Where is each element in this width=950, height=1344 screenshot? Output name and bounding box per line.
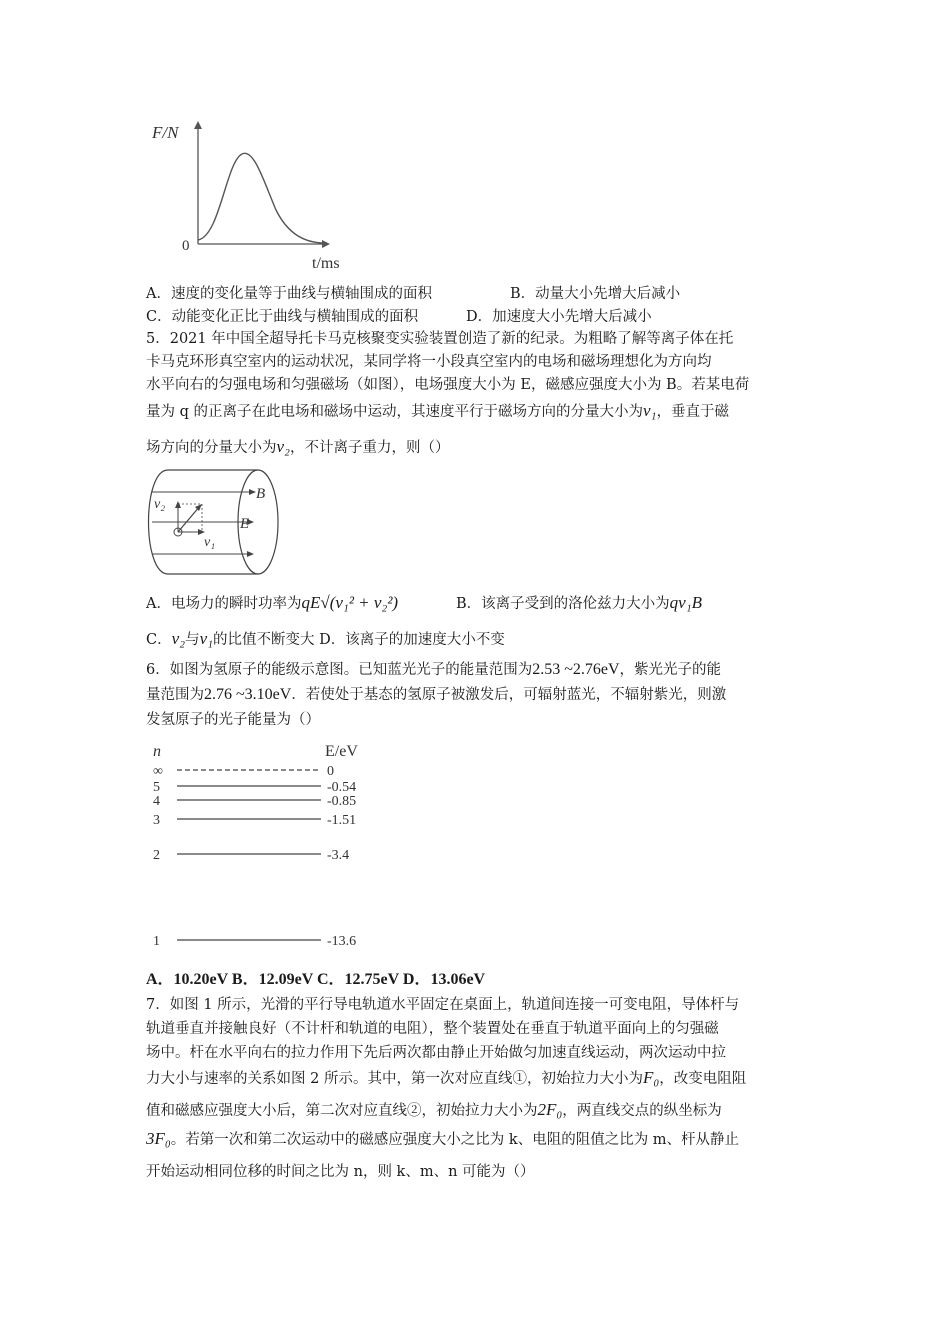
q6-line-1-end: ，紫光光子的能: [619, 662, 722, 678]
q6-line-2-text: 量范围为: [146, 687, 204, 703]
q7-line-4-end: ，改变电阻阻: [659, 1071, 747, 1087]
n-axis-label: n: [153, 743, 161, 760]
f-axis-arrow: [194, 121, 202, 129]
q5-line-2: 卡马克环形真空室内的运动状况，某同学将一小段真空室内的电场和磁场理想化为方向均: [146, 354, 712, 370]
level-energy-label: -0.54: [327, 780, 357, 795]
level-n-label: 2: [153, 848, 160, 863]
q4-option-c: C．动能变化正比于曲线与横轴围成的面积: [146, 309, 419, 325]
b-field-arrow-2: [247, 551, 254, 557]
q6-line-2-end: ．若使处于基态的氢原子被激发后，可辐射蓝光，不辐射紫光，则激: [291, 687, 727, 703]
q5-line-4-end: ，垂直于磁: [656, 404, 729, 420]
q7-line-5-end: ，两直线交点的纵坐标为: [562, 1103, 722, 1119]
level-n-label: 1: [153, 934, 160, 949]
level-n-label: ∞: [153, 764, 163, 779]
q7-line-4-text: 力大小与速率的关系如图 2 所示。其中，第一次对应直线①，初始拉力大小为: [146, 1071, 643, 1087]
b-label: B: [256, 486, 266, 502]
q7-line-4: [146, 1067, 746, 1088]
3f0-symbol: 3F₀: [146, 1129, 171, 1148]
q5-option-b-text: B．该离子受到的洛伦兹力大小为: [456, 596, 670, 612]
energy-axis-label: E/eV: [325, 743, 358, 760]
level-n-label: 5: [153, 780, 160, 795]
q6-line-2: [146, 683, 726, 704]
v1-symbol-c: v₁: [199, 629, 214, 648]
q5-option-a-formula: qE√(v₁² + v₂²): [301, 593, 399, 612]
level-energy-label: -3.4: [327, 848, 350, 863]
q7-line-5-text: 值和磁感应强度大小后，第二次对应直线②，初始拉力大小为: [146, 1103, 538, 1119]
level-energy-label: 0: [327, 764, 334, 779]
force-time-graph: [140, 112, 370, 272]
q7-line-6-text: 。若第一次和第二次运动中的磁感应强度大小之比为 k、电阻的阻值之比为 m、杆从静止: [170, 1132, 740, 1148]
e-label: E: [240, 516, 250, 532]
q7-line-1: 7．如图 1 所示，光滑的平行导电轨道水平固定在桌面上，轨道间连接一可变电阻，导体杆与: [146, 997, 740, 1013]
velocity-vector: [178, 506, 200, 532]
v1-label: v₁: [204, 535, 216, 550]
energy-level-diagram: [145, 738, 385, 954]
q5-line-5-end: ，不计离子重力，则（）: [289, 440, 450, 456]
q5-option-a: [146, 592, 398, 613]
v2-symbol: v₂: [276, 437, 290, 456]
q6-line-1: [146, 658, 721, 679]
q5-line-5: [146, 436, 449, 457]
q5-option-c-rest: 的比值不断变大 D．该离子的加速度大小不变: [213, 632, 505, 648]
q5-option-a-text: A．电场力的瞬时功率为: [146, 596, 302, 612]
q4-option-a: A．速度的变化量等于曲线与横轴围成的面积: [146, 286, 432, 302]
q7-line-2: 轨道垂直并接触良好（不计杆和轨道的电阻），整个装置处在垂直于轨道平面向上的匀强磁: [146, 1021, 719, 1037]
level-n-label: 3: [153, 813, 160, 828]
q5-line-1: 5．2021 年中国全超导托卡马克核聚变实验装置创造了新的纪录。为粗略了解等离子体在托: [146, 331, 734, 347]
q5-option-c-and: 与: [185, 632, 200, 648]
level-energy-label: -0.85: [327, 794, 357, 809]
v2-label: v₂: [154, 497, 166, 512]
v2-symbol-c: v₂: [171, 629, 186, 648]
f0-symbol: F₀: [642, 1068, 660, 1087]
q5-line-4-text: 量为 q 的正离子在此电场和磁场中运动，其速度平行于磁场方向的分量大小为: [146, 404, 643, 420]
q5-line-3: 水平向右的匀强电场和匀强磁场（如图），电场强度大小为 E，磁感应强度大小为 B。若某电荷: [146, 377, 750, 393]
q5-option-c-label: C．: [146, 632, 172, 648]
q6-options: A．10.20eV B．12.09eV C．12.75eV D．13.06eV: [146, 971, 486, 988]
origin-label: 0: [182, 238, 190, 254]
q7-line-5: [146, 1099, 722, 1120]
q7-line-3: 场中。杆在水平向右的拉力作用下先后两次都由静止开始做匀加速直线运动，两次运动中拉: [146, 1045, 726, 1061]
f-axis-label: F/N: [152, 123, 179, 142]
q5-line-4: [146, 400, 729, 421]
force-curve: [198, 153, 322, 243]
blue-energy-range: 2.53 ~2.76eV: [532, 661, 620, 678]
t-axis-arrow: [322, 240, 330, 248]
field-cylinder-diagram: [140, 462, 290, 582]
q6-line-1-text: 6．如图为氢原子的能级示意图。已知蓝光光子的能量范围为: [146, 662, 533, 678]
q4-option-b: B．动量大小先增大后减小: [510, 286, 681, 302]
q6-line-3: 发氢原子的光子能量为（）: [146, 712, 320, 728]
q4-option-d: D．加速度大小先增大后减小: [466, 309, 652, 325]
q5-option-cd: [146, 628, 505, 649]
t-axis-label: t/ms: [312, 255, 340, 272]
q5-option-b: [456, 592, 702, 613]
q5-option-b-formula: qv₁B: [669, 593, 702, 612]
q5-line-5-text: 场方向的分量大小为: [146, 440, 277, 456]
q7-line-7: 开始运动相同位移的时间之比为 n，则 k、m、n 可能为（）: [146, 1164, 535, 1180]
violet-energy-range: 2.76 ~3.10eV: [204, 686, 292, 703]
2f0-symbol: 2F₀: [537, 1100, 563, 1119]
b-field-arrow-1: [249, 489, 256, 495]
level-energy-label: -13.6: [327, 934, 357, 949]
level-energy-label: -1.51: [327, 813, 357, 828]
v2-arrow: [175, 501, 181, 508]
v1-symbol: v₁: [643, 401, 657, 420]
level-n-label: 4: [153, 794, 160, 809]
q7-line-6: [146, 1128, 739, 1149]
